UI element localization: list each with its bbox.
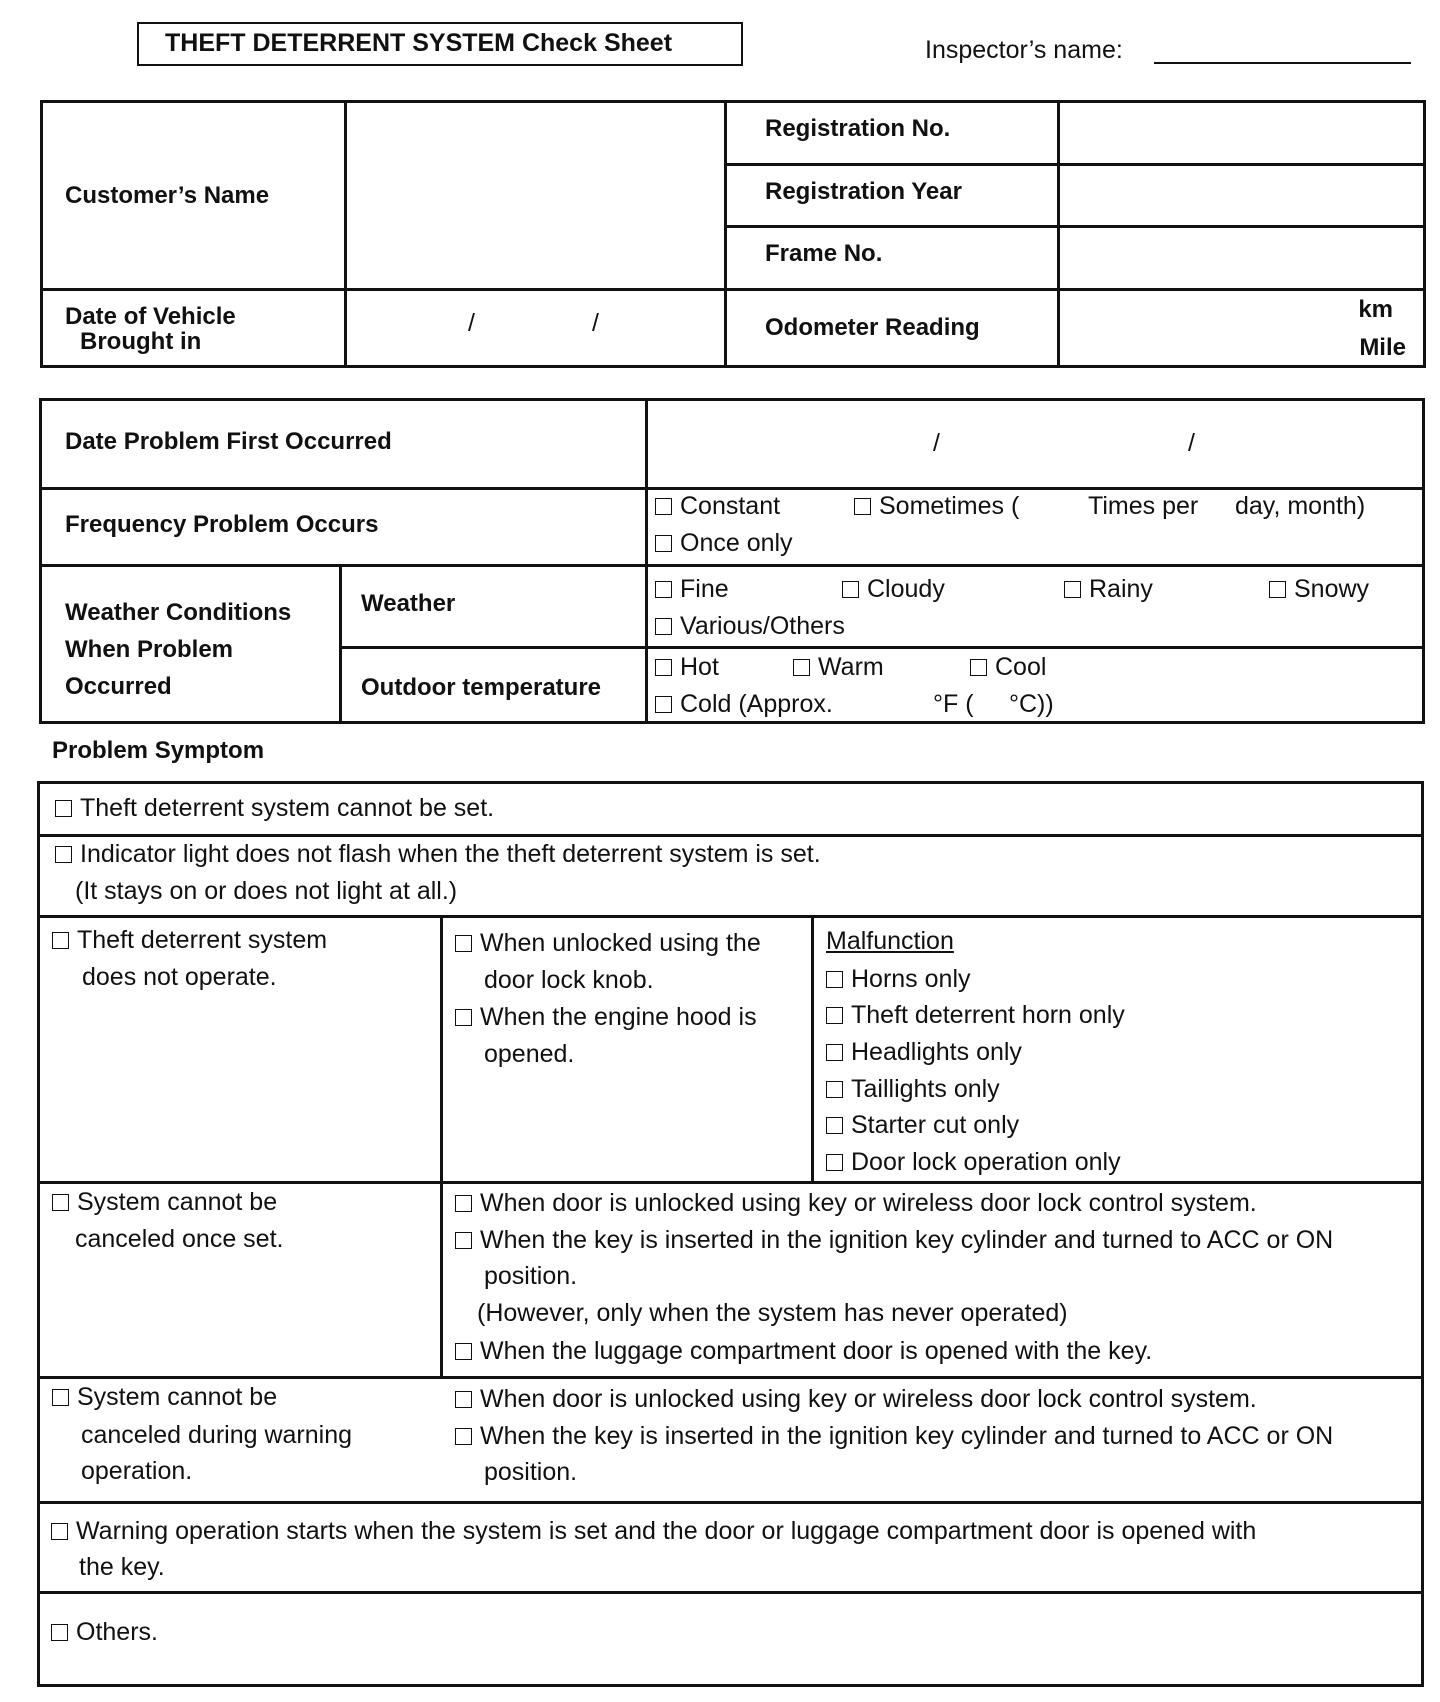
option-label: When the key is inserted in the ignition key cylinder and turned to ACC or ON [480,1422,1334,1450]
checkbox[interactable] [52,1389,69,1406]
unit-km: km [1358,296,1393,323]
checkbox[interactable] [455,1232,472,1249]
option-label: Constant [680,492,781,520]
condition-key-inserted-2: position. [484,1262,578,1290]
divider [339,565,342,724]
symptom-cannot-cancel-2: canceled once set. [75,1225,284,1253]
temp-fahrenheit: °F ( [933,690,974,718]
weather-various-option[interactable] [655,611,845,641]
option-label: Hot [680,653,719,681]
freq-constant-option[interactable] [655,491,780,521]
checkbox[interactable] [826,1044,843,1061]
malfunction-door-lock[interactable] [826,1147,1121,1177]
weather-label: Weather [361,590,456,617]
malfunction-horns[interactable] [826,964,971,994]
temp-cold-option[interactable] [655,689,833,719]
checkbox[interactable] [655,535,672,552]
symptom-cannot-cancel[interactable] [52,1187,277,1217]
divider [37,1591,1424,1594]
checkbox[interactable] [51,1523,68,1540]
checkbox[interactable] [854,498,871,515]
checkbox[interactable] [455,1009,472,1026]
symptom-indicator-light[interactable] [55,839,821,869]
symptom-cannot-cancel-warning-2: canceled during warning [81,1421,353,1449]
checkbox[interactable] [455,1195,472,1212]
problem-symptom-heading: Problem Symptom [52,737,265,764]
checkbox[interactable] [55,800,72,817]
condition-door-lock-knob[interactable] [455,928,761,958]
symptom-indicator-note: (It stays on or does not light at all.) [75,877,458,905]
checkbox[interactable] [826,1154,843,1171]
date-brought-slash: / [468,309,475,337]
option-label: Theft deterrent horn only [851,1001,1125,1029]
option-label: Snowy [1294,575,1370,603]
symptom-others[interactable] [51,1617,158,1647]
date-brought-label-2: Brought in [80,328,202,355]
freq-day-month: day, month) [1235,492,1366,520]
condition-key-inserted[interactable] [455,1225,1333,1255]
checkbox[interactable] [970,659,987,676]
date-first-label: Date Problem First Occurred [65,428,392,455]
divider [39,487,1425,490]
checkbox[interactable] [52,1194,69,1211]
checkbox[interactable] [455,1391,472,1408]
checkbox[interactable] [826,1081,843,1098]
date-brought-label-1: Date of Vehicle [65,303,236,330]
divider [37,834,1424,837]
checkbox[interactable] [455,1428,472,1445]
freq-once-option[interactable] [655,528,793,558]
divider [37,1181,1424,1184]
malfunction-taillights[interactable] [826,1074,1000,1104]
condition-door-lock-knob-2: door lock knob. [484,966,654,994]
divider [37,1501,1424,1504]
symptom-cannot-cancel-warning[interactable] [52,1382,277,1412]
weather-snowy-option[interactable] [1269,574,1369,604]
option-label: When door is unlocked using key or wireless door lock control system. [480,1385,1257,1413]
customer-name-field[interactable] [348,103,722,287]
checkbox[interactable] [455,1343,472,1360]
option-label: Warm [818,653,884,681]
divider [724,100,727,368]
date-first-field[interactable] [650,402,1422,486]
option-label: Taillights only [851,1075,1000,1103]
registration-year-label: Registration Year [765,178,962,205]
date-brought-slash: / [592,309,599,337]
inspector-label: Inspector’s name: [925,36,1123,64]
condition-luggage[interactable] [455,1336,1152,1366]
malfunction-heading: Malfunction [826,927,954,955]
option-label: Sometimes ( [879,492,1020,520]
option-label: When the luggage compartment door is opened with the key. [480,1337,1153,1365]
condition-engine-hood[interactable] [455,1002,757,1032]
condition-engine-hood-2: opened. [484,1040,575,1068]
condition-however-note: (However, only when the system has never operated) [477,1299,1068,1327]
option-label: Various/Others [680,612,845,640]
page-title: THEFT DETERRENT SYSTEM Check Sheet [165,29,673,57]
divider [440,916,443,1377]
malfunction-headlights[interactable] [826,1037,1022,1067]
option-label: Cool [995,653,1047,681]
option-label: When the engine hood is [480,1003,757,1031]
outdoor-temperature-label: Outdoor temperature [361,674,602,701]
checkbox[interactable] [826,1117,843,1134]
customer-name-label: Customer’s Name [65,182,270,209]
option-label: Starter cut only [851,1111,1020,1139]
condition-position-2: position. [484,1458,578,1486]
checkbox[interactable] [655,498,672,515]
option-label: When unlocked using the [480,929,761,957]
weather-conditions-label-2: When Problem [65,636,234,663]
frame-no-field[interactable] [1061,228,1423,287]
option-label: System cannot be [77,1383,278,1411]
checkbox[interactable] [1064,581,1081,598]
option-label: Once only [680,529,793,557]
date-first-slash: / [1188,429,1195,457]
weather-conditions-label-1: Weather Conditions [65,599,292,626]
frequency-label: Frequency Problem Occurs [65,511,379,538]
option-label: Rainy [1089,575,1153,603]
option-label: Theft deterrent system [77,926,328,954]
option-label: Fine [680,575,729,603]
divider [39,564,1425,567]
weather-conditions-label-3: Occurred [65,673,172,700]
odometer-label: Odometer Reading [765,314,980,341]
symptom-does-not-operate-2: does not operate. [82,963,277,991]
checkbox[interactable] [793,659,810,676]
condition-door-unlocked[interactable] [455,1188,1257,1218]
divider [37,1376,1424,1379]
registration-no-field[interactable] [1061,103,1423,162]
temp-hot-option[interactable] [655,652,719,682]
divider [811,916,814,1182]
option-label: System cannot be [77,1188,278,1216]
freq-times-per: Times per [1088,492,1199,520]
checkbox[interactable] [52,932,69,949]
checkbox[interactable] [51,1624,68,1641]
weather-cloudy-option[interactable] [842,574,945,604]
symptom-cannot-set[interactable] [55,793,494,823]
option-label: Headlights only [851,1038,1022,1066]
symptom-cannot-cancel-warning-3: operation. [81,1457,193,1485]
option-label: Door lock operation only [851,1148,1121,1176]
divider [339,646,1425,649]
checkbox[interactable] [826,1007,843,1024]
temp-celsius: °C)) [1009,690,1054,718]
checkbox[interactable] [1269,581,1286,598]
checkbox[interactable] [842,581,859,598]
weather-fine-option[interactable] [655,574,729,604]
condition-door-unlocked-2[interactable] [455,1384,1257,1414]
malfunction-theft-horn[interactable] [826,1000,1125,1030]
option-label: Theft deterrent system cannot be set. [80,794,495,822]
symptom-does-not-operate[interactable] [52,925,327,955]
symptom-warning-starts-2: the key. [79,1553,165,1581]
registration-no-label: Registration No. [765,115,951,142]
inspector-name-field[interactable] [1154,62,1411,64]
divider [344,100,347,368]
divider [645,398,648,724]
registration-year-field[interactable] [1061,166,1423,224]
checkbox[interactable] [655,618,672,635]
option-label: Cold (Approx. [680,690,833,718]
freq-sometimes-option[interactable] [854,491,1019,521]
option-label: Others. [76,1618,158,1646]
option-label: Horns only [851,965,971,993]
weather-rainy-option[interactable] [1064,574,1153,604]
checkbox[interactable] [655,696,672,713]
divider [37,915,1424,918]
condition-key-inserted-2b[interactable] [455,1421,1333,1451]
divider [40,288,1426,291]
option-label: Cloudy [867,575,945,603]
malfunction-starter-cut[interactable] [826,1110,1019,1140]
date-brought-field[interactable] [348,292,722,366]
symptom-warning-starts[interactable] [51,1516,1256,1546]
checkbox[interactable] [655,581,672,598]
option-label: Warning operation starts when the system is set and the door or luggage compartment door is opened with [76,1517,1257,1545]
option-label: Indicator light does not flash when the theft deterrent system is set. [80,840,821,868]
checkbox[interactable] [826,971,843,988]
temp-warm-option[interactable] [793,652,884,682]
checkbox[interactable] [655,659,672,676]
divider [1057,100,1060,368]
temp-cool-option[interactable] [970,652,1046,682]
checkbox[interactable] [55,846,72,863]
unit-mile: Mile [1359,334,1406,361]
checkbox[interactable] [455,935,472,952]
date-first-slash: / [933,429,940,457]
option-label: When door is unlocked using key or wireless door lock control system. [480,1189,1257,1217]
frame-no-label: Frame No. [765,240,883,267]
option-label: When the key is inserted in the ignition key cylinder and turned to ACC or ON [480,1226,1334,1254]
